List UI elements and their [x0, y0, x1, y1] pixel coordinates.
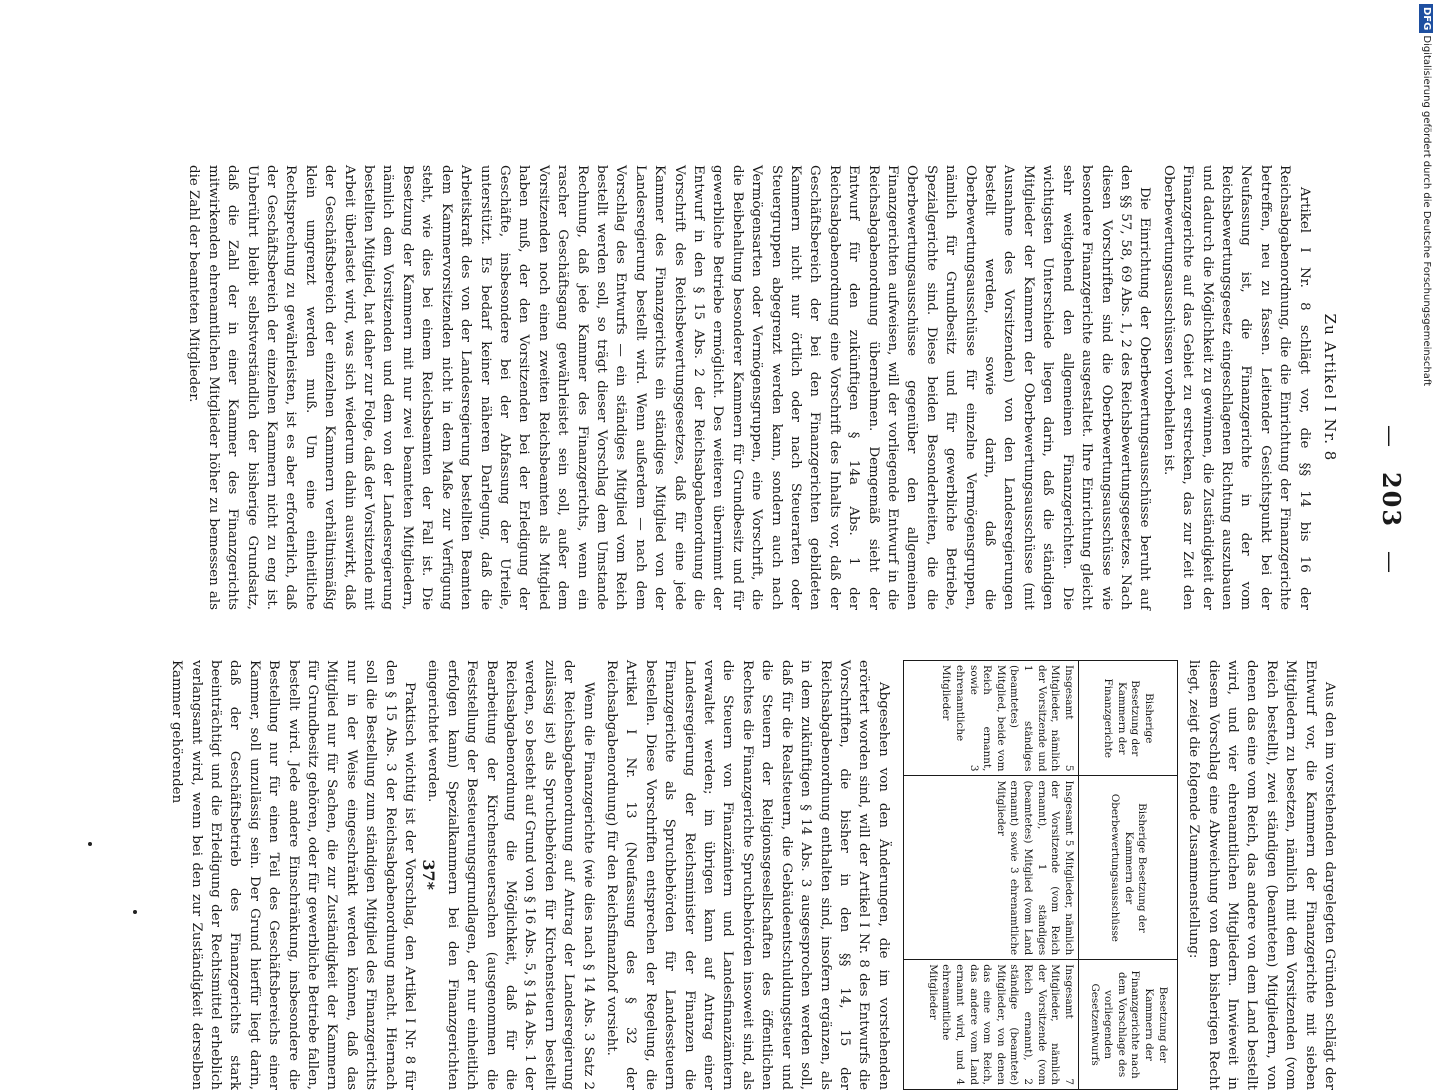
dfg-credit-text-row [1419, 4, 1433, 994]
paragraph: Artikel I Nr. 8 schlägt vor, die §§ 14 bis 16 der Reichsabgabenordnung, die die Einrichtung der Finanzgerichte betreffen, neu zu fassen. Leitender Gesichtspunkt bei der Neufassung ist, die Finanzgerichte in der vom Reichsbewertungsgesetz eingeschlagenen Richtung auszubauen und dadurch die Möglichkeit zu gewinnen, die Zuständigkeit der Finanzgerichte auf das Gebiet zu erstrecken, das zur Zeit den Oberbewertungsausschüssen vorbehalten ist. [1160, 165, 1312, 610]
dfg-credit [1419, 4, 1433, 994]
table-cell: Insgesamt 7 Mitglieder, nämlich der Vorsitzende (vom Reich ernannt), 2 ständige (beamtete) Mitglieder, von denen das eine vom Reich, das andere vom Land ernannt wird, und 4 ehrenamtliche Mitglieder [903, 960, 1078, 1090]
table-cell: Insgesamt 5 Mitglieder, nämlich der Vorsitzende und 1 ständiges (beamtetes) Mitglied, beide vom Reich ernannt, sowie 3 ehrenamtliche Mitglieder [903, 661, 1078, 776]
header-dash-left: — [1377, 424, 1402, 449]
scan-speck [88, 842, 92, 846]
section-heading: Zu Artikel I Nr. 8 [1321, 313, 1339, 462]
table-header-cell: Bisherige Besetzung der Kammern der Oberbewertungsausschüsse [1078, 776, 1177, 960]
paragraph: Praktisch wichtig ist der Vorschlag, den Artikel I Nr. 8 für den § 15 Abs. 3 der Reichsabgabenordnung macht. Hiernach soll die Bestellung zum ständigen Mitglied des Finanzgerichts nur in der Weise eingeschränkt werden können, daß das Mitglied nur für Sachen, die zur Zuständigkeit der Kammern für Grundbesitz gehören, oder für gewerbliche Betriebe fallen, bestellt wird. Jede andere Einschränkung, insbesondere die Bestellung nur für einen Teil des Geschäftsbereichs einer Kammer, soll unzulässig sein. Der Grund hierfür liegt darin, daß der Geschäftsbetrieb des Finanzgerichts stark beeinträchtigt und die Erledigung der Rechtsmittel erheblich verlangsamt wird, wenn bei den zur Zuständigkeit derselben Kammer gehörenden [169, 660, 417, 1090]
paragraph: Aus den im vorstehenden dargelegten Gründen schlägt der Entwurf vor, die Kammern der Finanzgerichte mit sieben Mitgliedern zu besetzen, nämlich mit dem Vorsitzenden (vom Reich bestellt), zwei ständigen (beamteten) Mitgliedern, von denen das eine vom Reich, das andere von dem Land bestellt wird, und vier ehrenamtlichen Mitgliedern. Inwieweit in diesem Vorschlag eine Abweichung von dem bisherigen Recht liegt, zeigt die folgende Zusammenstellung: [1186, 660, 1337, 1090]
table-header-cell: Besetzung der Kammern der Finanzgerichte nach dem Vorschlage des vorliegenden Gesetzentwurfs [1078, 960, 1177, 1090]
dfg-logo: DFG [1419, 4, 1433, 33]
comparison-table [903, 660, 1178, 1090]
dfg-credit-text: Digitalisierung gefördert durch die Deutsche Forschungsgemeinschaft [1421, 35, 1432, 387]
left-column [186, 165, 1339, 610]
footer-signature-mark: 37* [419, 859, 438, 890]
page-number: 203 [1377, 471, 1406, 529]
paragraph: Abgesehen von den Änderungen, die im vorstehenden erörtert worden sind, will der Artikel I Nr. 8 des Entwurfs die Vorschriften, die bisher in den §§ 14, 15 der Reichsabgabenordnung enthalten sind, insofern ergänzen, als in dem zukünftigen § 14 Abs. 3 ausgesprochen werden soll, daß für die Realsteuern, die Gebäudeentschuldungsteuer und die Steuern der Religionsgesellschaften des öffentlichen Rechtes die Finanzgerichte Spruchbehörden insoweit sind, als die Steuern von Finanzämtern und Landesfinanzämtern verwaltet werden; im übrigen kann auf Antrag einer Landesregierung der Reichsminister der Finanzen die Finanzgerichte als Spruchbehörden für Landessteuern bestellen. Diese Vorschriften entsprechen der Regelung, die Artikel I Nr. 13 (Neufassung des § 32 der Reichsabgabenordnung) für den Reichsfinanzhof vorsieht. [604, 660, 891, 1090]
header-dash-right: — [1377, 551, 1402, 576]
page-header [1377, 0, 1406, 1000]
table-header-cell: Bisherige Besetzung der Kammern der Finanzgerichte [1078, 661, 1177, 776]
page-footer [419, 0, 438, 1000]
table-row [903, 661, 1078, 1090]
table-cell: Insgesamt 5 Mitglieder, nämlich der Vorsitzende (vom Reich ernannt), 1 ständiges (beamtetes) Mitglied (vom Land ernannt) sowie 3 ehrenamtliche Mitglieder [903, 776, 1078, 960]
paragraph: Die Einrichtung der Oberbewertungsausschüsse beruht auf den §§ 57, 58, 69 Abs. 1, 2 des Reichsbewertungsgesetzes. Nach diesen Vorschriften sind die Oberbewertungsausschüsse wie besondere Finanzgerichte ausgestaltet. Ihre Einrichtung gleicht sehr weitgehend den allgemeinen Finanzgerichten. Die wichtigsten Unterschiede liegen darin, daß die ständigen Mitglieder der Kammern der Oberbewertungsausschüsse (mit Ausnahme des Vorsitzenden) von den Landesregierungen bestellt werden, sowie darin, daß die Oberbewertungsausschüsse für einzelne Vermögensgruppen, nämlich für Grundbesitz und für gewerbliche Betriebe, Spezialgerichte sind. Diese beiden Besonderheiten, die die Oberbewertungsausschüsse gegenüber den allgemeinen Finanzgerichten aufweisen, will der vorliegende Entwurf in die Reichsabgabenordnung übernehmen. Demgemäß sieht der Entwurf für den zukünftigen § 14a Abs. 1 der Reichsabgabenordnung eine Vorschrift des Inhalts vor, daß der Geschäftsbereich der bei den Finanzgerichten gebildeten Kammern nicht nur örtlich oder nach Steuerarten oder Steuergruppen abgegrenzt werden kann, sondern auch nach Vermögensarten oder Vermögensgruppen, eine Vorschrift, die die Beibehaltung besonderer Kammern für Grundbesitz und für gewerbliche Betriebe ermöglicht. Des weiteren übernimmt der Entwurf in den § 15 Abs. 2 der Reichsabgabenordnung die Vorschrift des Reichsbewertungsgesetzes, daß für eine jede Kammer des Finanzgerichts ein ständiges Mitglied von der Landesregierung bestellt wird. Wenn außerdem — nach dem Vorschlag des Entwurfs — ein ständiges Mitglied vom Reich bestellt werden soll, so trägt dieser Vorschlag dem Umstande Rechnung, daß jede Kammer des Finanzgerichts, wenn ein rascher Geschäftsgang gewährleistet sein soll, außer dem Vorsitzenden noch einen zweiten Reichsbeamten als Mitglied haben muß, der den Vorsitzenden bei der Erledigung der Geschäfte, insbesondere bei der Abfassung der Urteile, unterstützt. Es bedarf keiner näheren Darlegung, daß die Arbeitskraft des von der Landesregierung bestellten Beamten dem Kammervorsitzenden nicht in dem Maße zur Verfügung steht, wie dies bei einem Reichsbeamten der Fall ist. Die Besetzung der Kammern mit nur zwei beamteten Mitgliedern, nämlich dem Vorsitzenden und dem von der Landesregierung bestellten Mitglied, hat daher zur Folge, daß der Vorsitzende mit Arbeit überlastet wird, was sich wiederum dahin auswirkt, daß der Geschäftsbereich der einzelnen Kammern verhältnismäßig klein umgrenzt werden muß. Um eine einheitliche Rechtsprechung zu gewährleisten, ist es aber erforderlich, daß der Geschäftsbereich der einzelnen Kammern nicht zu eng ist. Unberührt bleibt selbstverständlich der bisherige Grundsatz, daß die Zahl der in einer Kammer des Finanzgerichts mitwirkenden ehrenamtlichen Mitglieder höher zu bemessen als die Zahl der beamteten Mitglieder. [186, 165, 1153, 610]
paragraph: Wenn die Finanzgerichte (wie dies nach § 14 Abs. 3 Satz 2 der Reichsabgabenordnung auf Antrag der Landesregierung zulässig ist) als Spruchbehörden für Kirchensteuern bestellt werden, so besteht auf Grund von § 16 Abs. 5, § 14a Abs. 1 der Reichsabgabenordnung die Möglichkeit, daß für die Bearbeitung der Kirchensteuersachen (ausgenommen die Feststellung der Besteuerungsgrundlagen, der nur einheitlich erfolgen kann) Spezialkammern bei den Finanzgerichten eingerichtet werden. [425, 660, 596, 1090]
scan-speck [133, 910, 137, 914]
table-header-row [1078, 661, 1177, 1090]
